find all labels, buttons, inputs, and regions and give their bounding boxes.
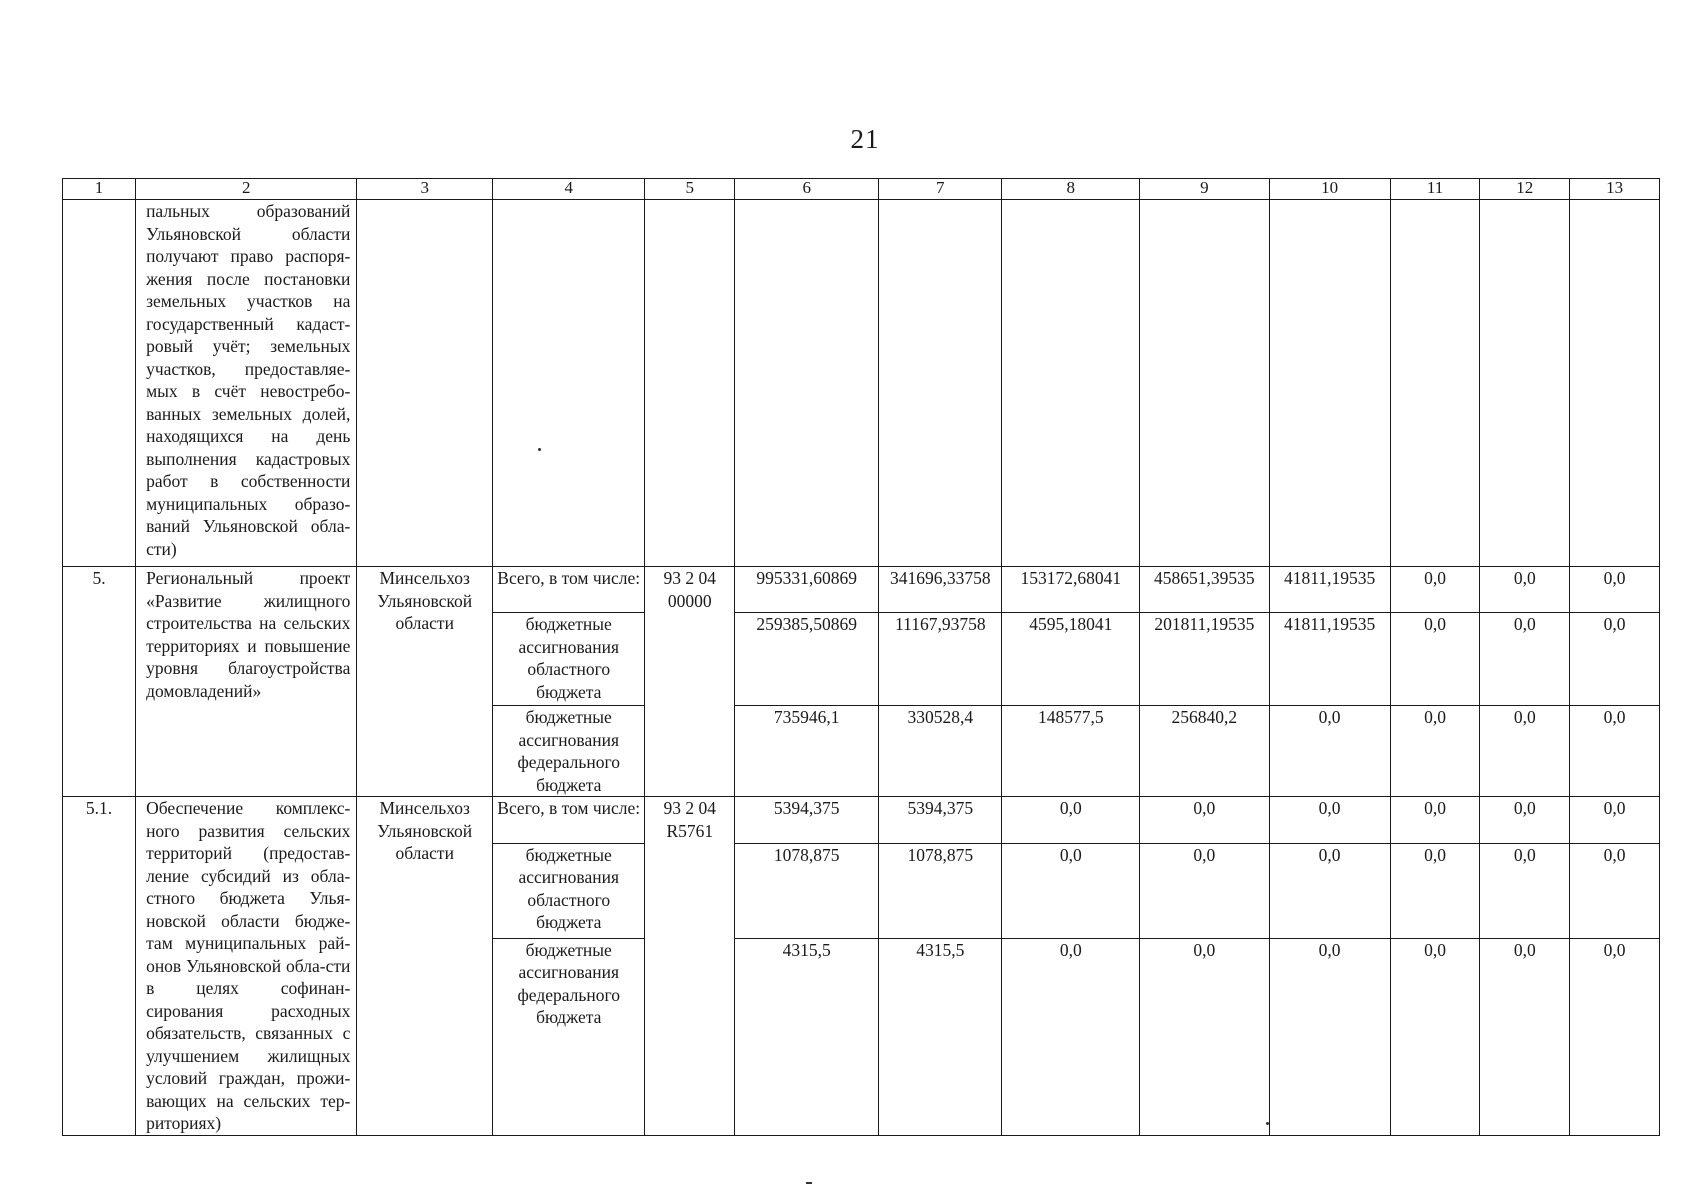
code-cell: 93 2 04 00000	[645, 567, 735, 797]
scan-speck	[1266, 1122, 1269, 1125]
value-cell: 41811,19535	[1269, 613, 1390, 706]
value-cell: 256840,2	[1140, 706, 1269, 797]
source-cell: Всего, в том числе:	[493, 567, 645, 613]
budget-table	[62, 178, 1660, 1136]
column-number: 8	[1002, 179, 1140, 200]
value-cell	[1570, 200, 1660, 567]
value-cell: 341696,33758	[879, 567, 1002, 613]
column-number: 6	[735, 179, 879, 200]
column-number: 1	[63, 179, 136, 200]
source-cell: Всего, в том числе:	[493, 797, 645, 844]
value-cell	[1140, 200, 1269, 567]
value-cell: 0,0	[1480, 797, 1570, 844]
value-cell: 0,0	[1480, 567, 1570, 613]
value-cell: 0,0	[1390, 938, 1480, 1135]
value-cell: 0,0	[1002, 797, 1140, 844]
column-number: 13	[1570, 179, 1660, 200]
scan-mark	[806, 1182, 812, 1184]
value-cell: 201811,19535	[1140, 613, 1269, 706]
description-cell: пальных образований Ульяновской области получают право распоря-жения после постановки земельных участков на государственный кадаст-ровый учёт; земельных участков, предоставляе-мых в счёт невостребо-ванных земельных долей, находящихся на день выполнения кадастровых работ в собственности муниципальных образо-ваний Ульяновской обла-сти)	[136, 200, 357, 567]
row-number-cell	[63, 200, 136, 567]
value-cell: 1078,875	[879, 843, 1002, 938]
source-cell: бюджетные ассигнования областного бюджета	[493, 613, 645, 706]
code-cell	[645, 200, 735, 567]
table-row	[63, 797, 1660, 844]
value-cell: 259385,50869	[735, 613, 879, 706]
value-cell	[1390, 200, 1480, 567]
source-cell: бюджетные ассигнования федерального бюджета	[493, 706, 645, 797]
value-cell: 0,0	[1002, 843, 1140, 938]
value-cell: 1078,875	[735, 843, 879, 938]
value-cell: 0,0	[1390, 567, 1480, 613]
value-cell: 0,0	[1269, 843, 1390, 938]
column-number: 7	[879, 179, 1002, 200]
row-number-cell: 5.1.	[63, 797, 136, 1136]
value-cell: 0,0	[1002, 938, 1140, 1135]
value-cell: 0,0	[1570, 797, 1660, 844]
value-cell: 0,0	[1570, 706, 1660, 797]
value-cell: 0,0	[1480, 706, 1570, 797]
value-cell: 0,0	[1140, 938, 1269, 1135]
value-cell: 41811,19535	[1269, 567, 1390, 613]
table-row	[63, 200, 1660, 567]
value-cell	[879, 200, 1002, 567]
source-cell: бюджетные ассигнования областного бюджета	[493, 843, 645, 938]
column-number: 9	[1140, 179, 1269, 200]
column-number: 2	[136, 179, 357, 200]
column-number: 10	[1269, 179, 1390, 200]
executor-cell	[357, 200, 493, 567]
page-number: 21	[850, 124, 880, 154]
value-cell: 0,0	[1390, 843, 1480, 938]
value-cell: 0,0	[1269, 706, 1390, 797]
value-cell: 0,0	[1480, 843, 1570, 938]
source-cell	[493, 200, 645, 567]
executor-cell: Минсельхоз Ульяновской области	[357, 797, 493, 1136]
value-cell: 0,0	[1480, 613, 1570, 706]
source-cell: бюджетные ассигнования федерального бюджета	[493, 938, 645, 1135]
value-cell: 11167,93758	[879, 613, 1002, 706]
executor-cell: Минсельхоз Ульяновской области	[357, 567, 493, 797]
value-cell: 4595,18041	[1002, 613, 1140, 706]
value-cell: 4315,5	[735, 938, 879, 1135]
value-cell: 5394,375	[879, 797, 1002, 844]
value-cell: 4315,5	[879, 938, 1002, 1135]
value-cell: 148577,5	[1002, 706, 1140, 797]
value-cell: 995331,60869	[735, 567, 879, 613]
value-cell: 735946,1	[735, 706, 879, 797]
scan-speck	[538, 448, 541, 451]
column-number: 12	[1480, 179, 1570, 200]
description-cell: Обеспечение комплекс-ного развития сельских территорий (предостав-ление субсидий из обла-стного бюджета Улья-новской области бюдже-там муниципальных рай-онов Ульяновской обла-сти в целях софинан-сирования расходных обязательств, связанных с улучшением жилищных условий граждан, прожи-вающих на сельских тер-риториях)	[136, 797, 357, 1136]
description-cell: Региональный проект «Развитие жилищного строительства на сельских территориях и повышение уровня благоустройства домовладений»	[136, 567, 357, 797]
column-number: 3	[357, 179, 493, 200]
value-cell	[1480, 200, 1570, 567]
value-cell	[735, 200, 879, 567]
value-cell: 330528,4	[879, 706, 1002, 797]
value-cell: 0,0	[1269, 938, 1390, 1135]
value-cell: 0,0	[1570, 843, 1660, 938]
value-cell: 0,0	[1570, 613, 1660, 706]
value-cell	[1269, 200, 1390, 567]
column-number: 5	[645, 179, 735, 200]
value-cell	[1002, 200, 1140, 567]
value-cell: 458651,39535	[1140, 567, 1269, 613]
value-cell: 0,0	[1140, 797, 1269, 844]
value-cell: 0,0	[1390, 613, 1480, 706]
column-number: 4	[493, 179, 645, 200]
code-cell: 93 2 04 R5761	[645, 797, 735, 1136]
value-cell: 0,0	[1570, 938, 1660, 1135]
value-cell: 0,0	[1140, 843, 1269, 938]
value-cell: 0,0	[1390, 706, 1480, 797]
value-cell: 5394,375	[735, 797, 879, 844]
value-cell: 153172,68041	[1002, 567, 1140, 613]
value-cell: 0,0	[1390, 797, 1480, 844]
row-number-cell: 5.	[63, 567, 136, 797]
value-cell: 0,0	[1480, 938, 1570, 1135]
column-number: 11	[1390, 179, 1480, 200]
value-cell: 0,0	[1570, 567, 1660, 613]
table-row	[63, 567, 1660, 613]
value-cell: 0,0	[1269, 797, 1390, 844]
column-number-row	[63, 179, 1660, 200]
